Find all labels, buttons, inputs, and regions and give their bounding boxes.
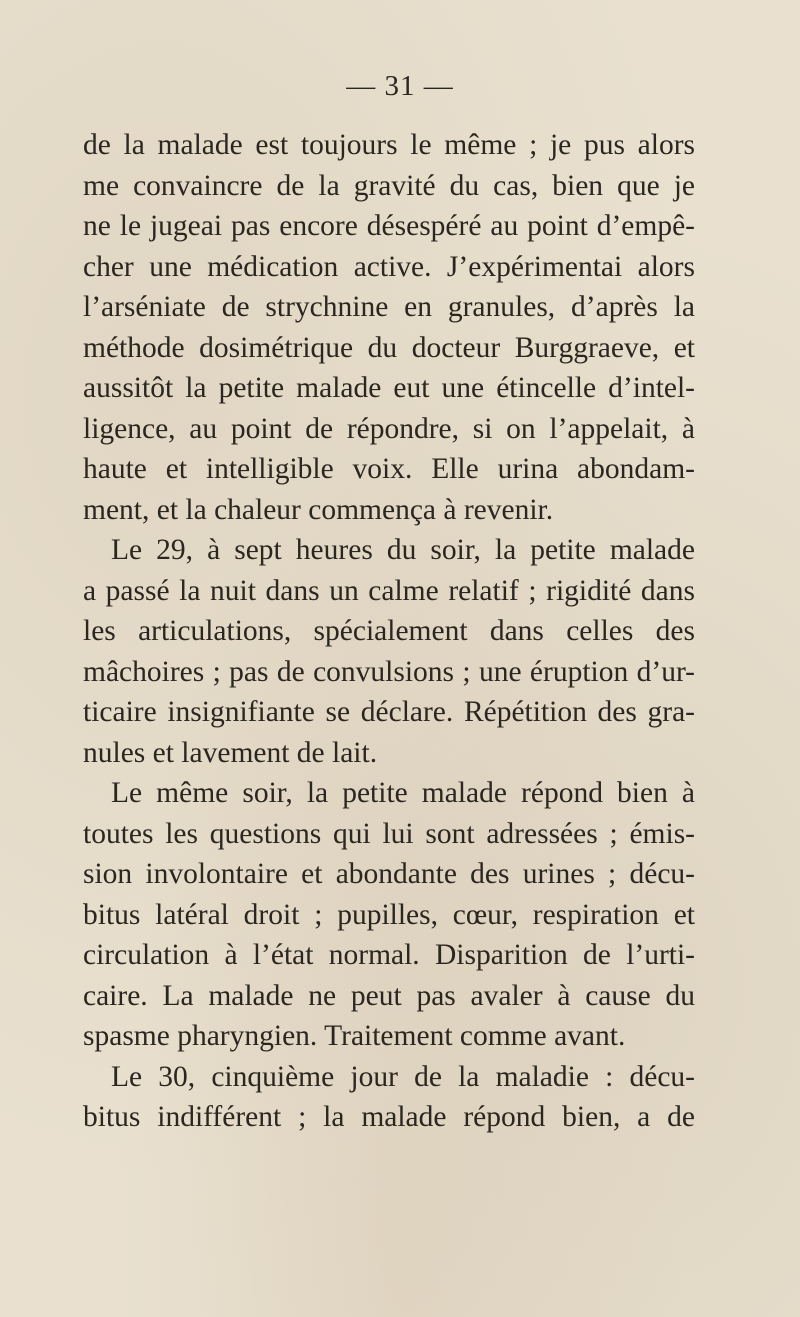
text-line: mâchoires ; pas de convulsions ; une éruption d’ur-	[83, 655, 695, 688]
text-line: cher une médication active. J’expérimentai alors	[83, 250, 695, 283]
text-line: l’arséniate de strychnine en granules, d’après la	[83, 291, 695, 323]
text-line: aussitôt la petite malade eut une étincelle d’intel-	[83, 372, 695, 404]
body-text	[83, 125, 695, 1138]
paragraph	[83, 773, 695, 1057]
paragraph	[83, 530, 695, 773]
text-line: ne le jugeai pas encore désespéré au point d’empê-	[83, 210, 695, 242]
text-line: méthode dosimétrique du docteur Burggraeve, et	[83, 331, 695, 364]
text-line: caire. La malade ne peut pas avaler à cause du	[83, 979, 695, 1012]
text-line: circulation à l’état normal. Disparition de l’urti-	[83, 939, 695, 971]
text-line: ticaire insignifiante se déclare. Répétition des gra-	[83, 696, 695, 728]
text-line: Le même soir, la petite malade répond bien à	[111, 777, 695, 809]
text-line: bitus latéral droit ; pupilles, cœur, respiration et	[83, 898, 695, 931]
text-line: toutes les questions qui lui sont adressées ; émis-	[83, 817, 695, 850]
text-line: les articulations, spécialement dans celles des	[83, 615, 695, 647]
paragraph	[83, 1057, 695, 1138]
text-line: de la malade est toujours le même ; je pus alors	[83, 129, 695, 161]
text-line: me convaincre de la gravité du cas, bien que je	[83, 169, 695, 202]
text-line: bitus indifférent ; la malade répond bien, a de	[83, 1101, 695, 1133]
text-line: Le 30, cinquième jour de la maladie : décu-	[111, 1060, 695, 1093]
text-line: nules et lavement de lait.	[83, 736, 378, 769]
paragraph	[83, 125, 695, 530]
text-line: ment, et la chaleur commença à revenir.	[83, 493, 554, 526]
text-line: haute et intelligible voix. Elle urina abondam-	[83, 453, 695, 485]
page-number: — 31 —	[346, 70, 454, 102]
text-line: Le 29, à sept heures du soir, la petite malade	[111, 534, 695, 566]
text-line: sion involontaire et abondante des urines ; décu-	[83, 858, 695, 890]
text-line: spasme pharyngien. Traitement comme avant.	[83, 1020, 626, 1052]
text-line: a passé la nuit dans un calme relatif ; rigidité dans	[83, 574, 695, 607]
text-line: ligence, au point de répondre, si on l’appelait, à	[83, 412, 695, 445]
